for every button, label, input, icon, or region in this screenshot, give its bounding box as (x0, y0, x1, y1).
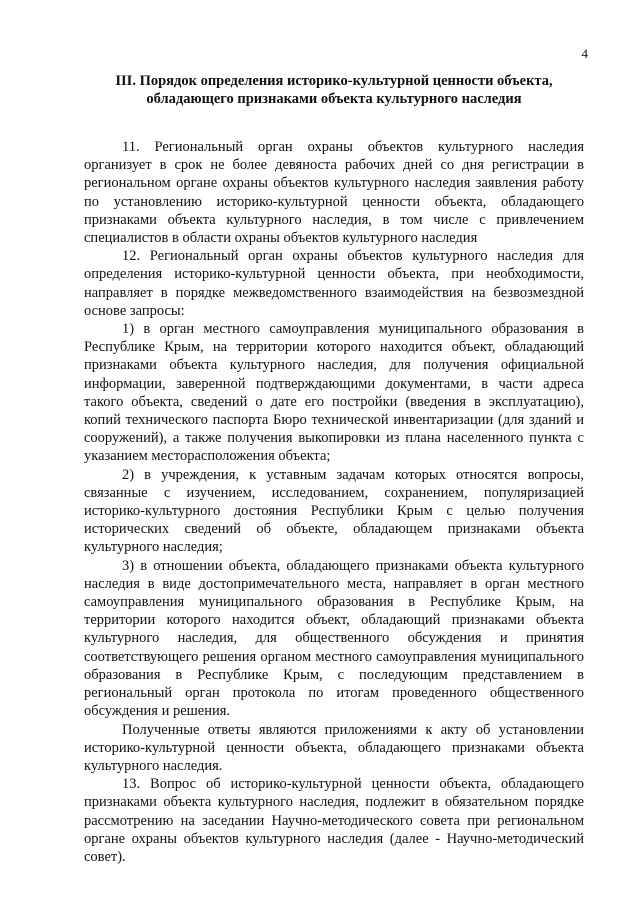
paragraph-12-item-1: 1) в орган местного самоуправления муниципального образования в Республике Крым, на территории которого находится объект, обладающий признаками объекта культурного наследия, для получения официальной информации, заверенной подтверждающими документами, в части адреса такого объекта, сведений о дате его постройки (введения в эксплуатацию), копий технического паспорта Бюро технической инвентаризации (для зданий и сооружений), а также получения выкопировки из плана населенного пункта с указанием месторасположения объекта; (84, 321, 584, 465)
page-number: 4 (581, 46, 588, 61)
paragraph-11: 11. Региональный орган охраны объектов культурного наследия организует в срок не более девяноста рабочих дней со дня регистрации в региональном органе охраны объектов культурного наследия заявления работу по установлению историко-культурной ценности объекта, обладающего признаками объекта культурного наследия, в том числе с привлечением специалистов в области охраны объектов культурного наследия (84, 139, 584, 247)
paragraph-responses: Полученные ответы являются приложениями к акту об установлении историко-культурной ценности объекта, обладающего признаками объекта культурного наследия. (84, 721, 584, 774)
paragraph-12: 12. Региональный орган охраны объектов культурного наследия для определения историко-культурной ценности объекта, при необходимости, направляет в порядке межведомственного взаимодействия на безвозмездной основе запросы: (84, 248, 584, 319)
paragraph-13: 13. Вопрос об историко-культурной ценности объекта, обладающего признаками объекта культурного наследия, подлежит в обязательном порядке рассмотрению на заседании Научно-методического совета при региональном органе охраны объектов культурного наследия (далее - Научно-методический совет). (84, 776, 584, 865)
section-heading-line-2: обладающего признаками объекта культурного наследия (146, 91, 522, 107)
section-heading (84, 72, 584, 108)
section-heading-line-1: III. Порядок определения историко-культурной ценности объекта, (115, 73, 553, 89)
document-body (84, 72, 584, 866)
paragraph-12-item-3: 3) в отношении объекта, обладающего признаками объекта культурного наследия в виде достопримечательного места, направляет в орган местного самоуправления муниципального образования в Республике Крым, на территории которого находится объект, обладающий признаками объекта культурного наследия, для общественного обсуждения и принятия соответствующего решения органом местного самоуправления муниципального образования в Республике Крым, с последующим представлением в региональный орган протокола по итогам проведенного общественного обсуждения и решения. (84, 557, 584, 720)
paragraph-12-item-2: 2) в учреждения, к уставным задачам которых относятся вопросы, связанные с изучением, исследованием, сохранением, популяризацией историко-культурного достояния Республики Крым с целью получения исторических сведений об объекте, обладающем признаками объекта культурного наследия; (84, 466, 584, 556)
